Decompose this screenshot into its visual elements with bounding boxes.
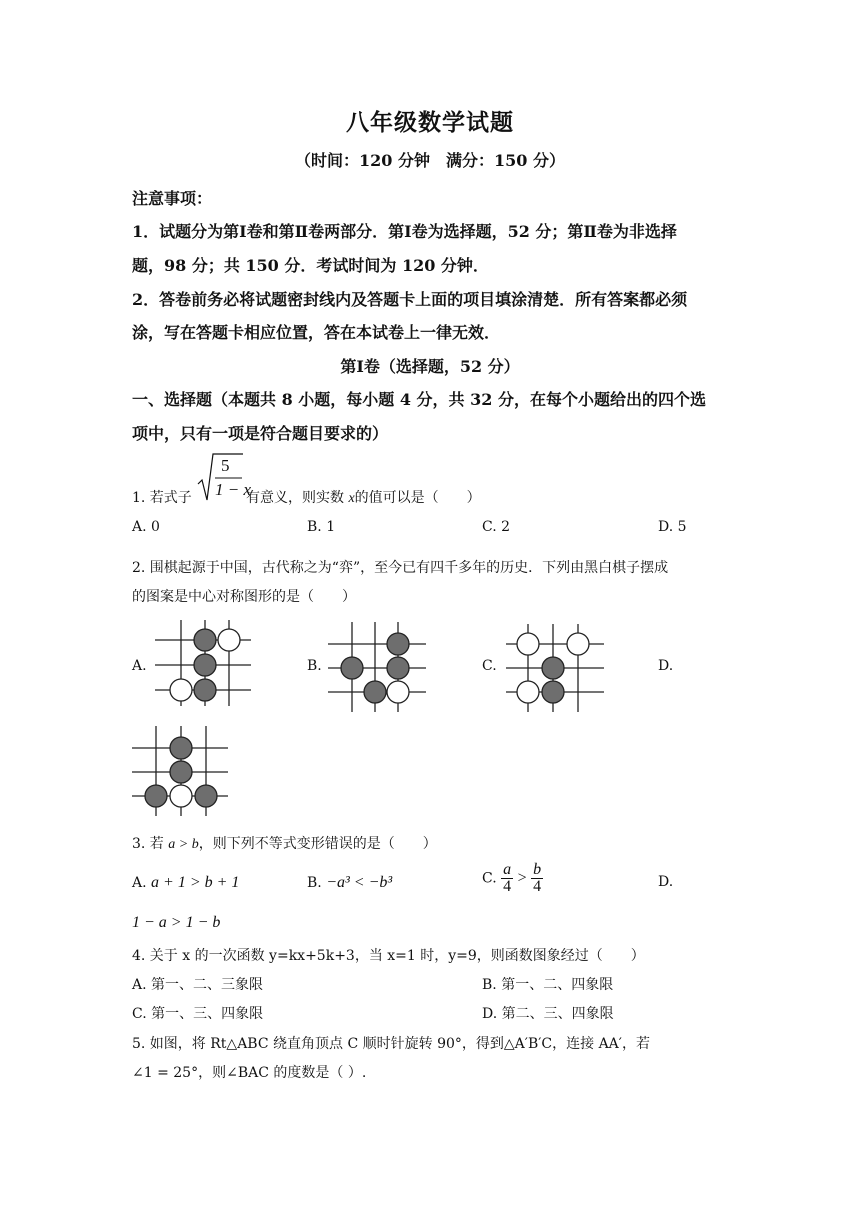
notice-item-1-line-1: 1．试题分为第Ⅰ卷和第Ⅱ卷两部分．第Ⅰ卷为选择题，52 分；第Ⅱ卷为非选择 [132,222,677,241]
go-pattern-a [155,618,255,708]
fraction-b-over-4 [531,862,543,895]
go-pattern-d [132,724,232,819]
white-stone [170,679,192,701]
black-stone [170,737,192,759]
black-stone [194,679,216,701]
question-1-prefix: 1. 若式子 [132,490,192,506]
black-stone [542,681,564,703]
option-value: a + 1 > b + 1 [151,874,240,891]
question-1-option-b[interactable] [307,519,335,535]
question-4-stem: 4. 关于 x 的一次函数 y=kx+5k+3，当 x=1 时，y=9，则函数图象经过（ ） [132,948,645,964]
notice-item-2-line-2: 涂，写在答题卡相应位置，答在本试卷上一律无效． [132,323,501,342]
question-1-variable: x [348,491,355,506]
black-stone [364,681,386,703]
option-label: A. [132,977,147,993]
question-3-option-d-value: 1 − a > 1 − b [132,914,221,931]
question-3-condition: a > b [168,837,199,852]
question-5-line-1: 5. 如图，将 Rt△ABC 绕直角顶点 C 顺时针旋转 90°，得到△A′B′C，连接 AA′，若 [132,1036,650,1052]
white-stone [517,681,539,703]
question-2-line-2: 的图案是中心对称图形的是（ ） [132,589,356,605]
question-1-option-d[interactable] [658,519,687,535]
question-1-fraction-numerator: 5 [221,456,230,475]
section-heading: 第Ⅰ卷（选择题，52 分） [340,357,520,376]
white-stone [567,633,589,655]
option-value: 5 [677,519,687,535]
question-2-line-1: 2. 围棋起源于中国，古代称之为“弈”，至今已有四千多年的历史．下列由黑白棋子摆成 [132,560,669,576]
question-3-option-d-label[interactable]: D. [658,874,674,890]
white-stone [170,785,192,807]
notice-item-2-line-1: 2．答卷前务必将试题密封线内及答题卡上面的项目填涂清楚．所有答案都必须 [132,290,688,309]
option-label: A. [132,519,147,535]
question-1-suffix: 的值可以是（ ） [354,490,481,506]
fraction-a-over-4 [501,862,513,895]
question-2-option-d-label[interactable]: D. [658,658,674,674]
option-value: 0 [151,519,160,535]
option-value: 1 [326,519,336,535]
notice-item-1-line-2: 题，98 分；共 150 分．考试时间为 120 分钟． [132,256,489,275]
question-4-option-a[interactable] [132,974,263,994]
question-3-suffix: ，则下列不等式变形错误的是（ ） [198,836,437,852]
option-label: C. [482,870,497,887]
black-stone [387,657,409,679]
white-stone [517,633,539,655]
numerator: a [503,861,512,878]
black-stone [195,785,217,807]
white-stone [218,629,240,651]
numerator: b [533,861,542,878]
question-1-option-a[interactable] [132,519,160,535]
question-1-mid: 有意义，则实数 [246,490,344,506]
page-title: 八年级数学试题 [346,109,514,136]
go-pattern-b [328,620,428,715]
black-stone [194,654,216,676]
question-2-option-c-label[interactable]: C. [482,658,497,674]
exam-info: （时间：120 分钟 满分：150 分） [295,151,565,170]
question-3-option-b[interactable] [307,874,392,892]
black-stone [387,633,409,655]
option-label: A. [132,875,147,891]
black-stone [542,657,564,679]
option-label: B. [307,875,322,891]
question-1-stem [246,487,481,507]
option-value: 第一、三、四象限 [151,1006,264,1022]
option-value: −a³ < −b³ [326,874,393,891]
black-stone [194,629,216,651]
question-1-option-c[interactable] [482,519,510,535]
option-label: B. [482,977,497,993]
question-4-option-c[interactable] [132,1003,263,1023]
option-label: D. [482,1006,498,1022]
option-label: C. [132,1006,147,1022]
option-value: 第一、二、三象限 [151,977,264,993]
notice-heading: 注意事项： [132,189,213,208]
question-3-option-a[interactable] [132,874,239,892]
go-pattern-c [506,622,606,714]
option-value: 第二、三、四象限 [501,1006,614,1022]
part-instructions-line-2: 项中，只有一项是符合题目要求的） [132,424,389,443]
black-stone [145,785,167,807]
question-2-option-a-label[interactable]: A. [132,658,147,674]
black-stone [341,657,363,679]
question-4-option-d[interactable] [482,1003,614,1023]
option-value: 第一、二、四象限 [501,977,614,993]
question-4-option-b[interactable] [482,974,613,994]
option-label: C. [482,519,497,535]
part-instructions-line-1: 一、选择题（本题共 8 小题，每小题 4 分，共 32 分，在每个小题给出的四个选 [132,390,706,409]
question-1-radical [196,452,252,508]
question-5-line-2: ∠1 = 25°，则∠BAC 的度数是（ ）. [132,1065,367,1081]
option-label: D. [658,519,674,535]
denominator: 4 [533,878,542,895]
question-3-prefix: 3. 若 [132,836,164,852]
black-stone [170,761,192,783]
question-3-option-c[interactable] [482,862,543,895]
white-stone [387,681,409,703]
question-3-stem [132,833,437,853]
option-value: 2 [501,519,511,535]
option-label: B. [307,519,322,535]
question-1-fraction-denominator: 1 − x [215,480,252,499]
relation-sign: > [517,869,527,887]
question-2-option-b-label[interactable]: B. [307,658,322,674]
denominator: 4 [503,878,512,895]
